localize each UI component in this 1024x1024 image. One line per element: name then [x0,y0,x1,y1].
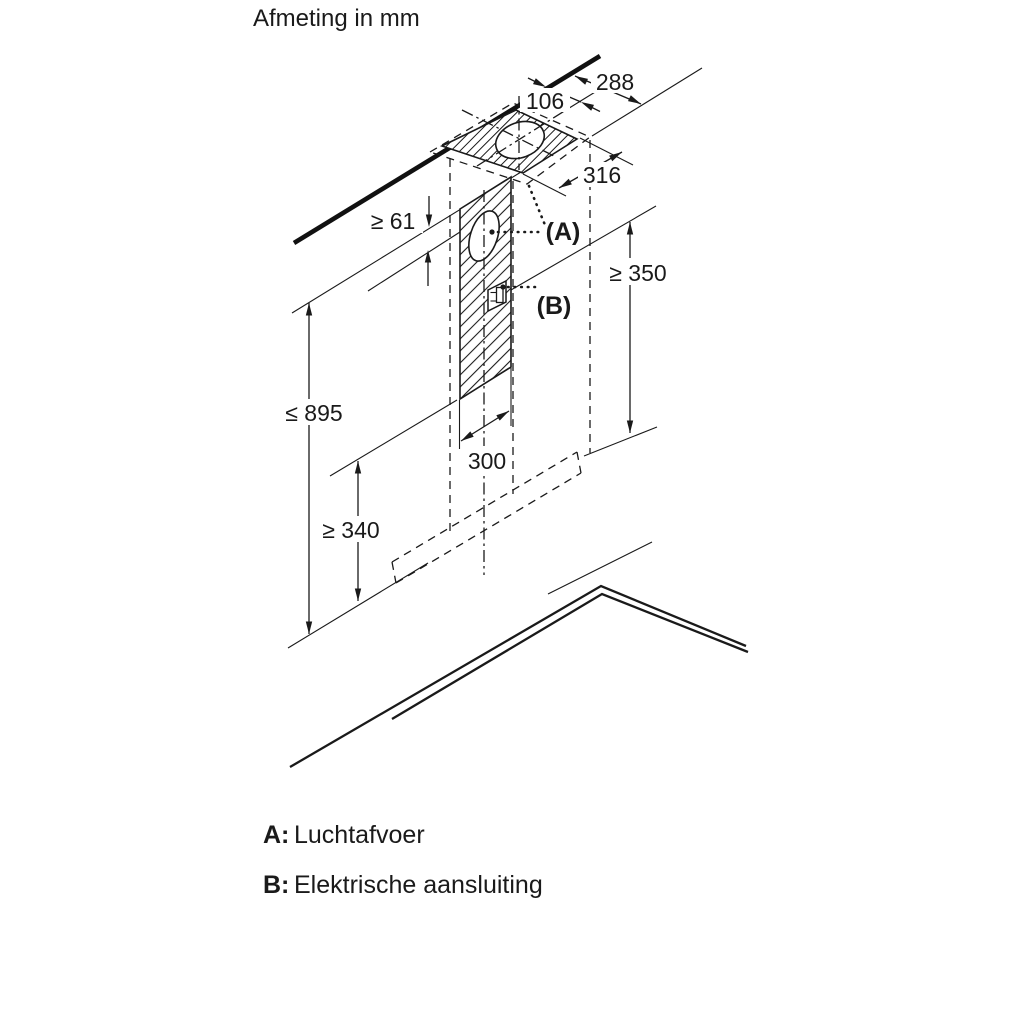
legend-key-b: B: [263,871,290,899]
legend-label-a: Luchtafvoer [294,821,425,849]
dim-340-label: ≥ 340 [322,517,380,543]
dim-61-label: ≥ 61 [370,208,416,234]
dim-106-label: 106 [525,88,565,114]
page-title: Afmeting in mm [253,5,420,32]
dim-895-label: ≤ 895 [285,400,343,426]
dim-350-label: ≥ 350 [609,260,667,286]
dim-300-label: 300 [467,448,507,474]
callout-b-label: (B) [536,292,572,320]
dim-316-label: 316 [582,162,622,188]
dim-288-label: 288 [595,69,635,95]
callout-a-label: (A) [545,218,581,246]
legend-key-a: A: [263,821,290,849]
legend-label-b: Elektrische aansluiting [294,871,543,899]
